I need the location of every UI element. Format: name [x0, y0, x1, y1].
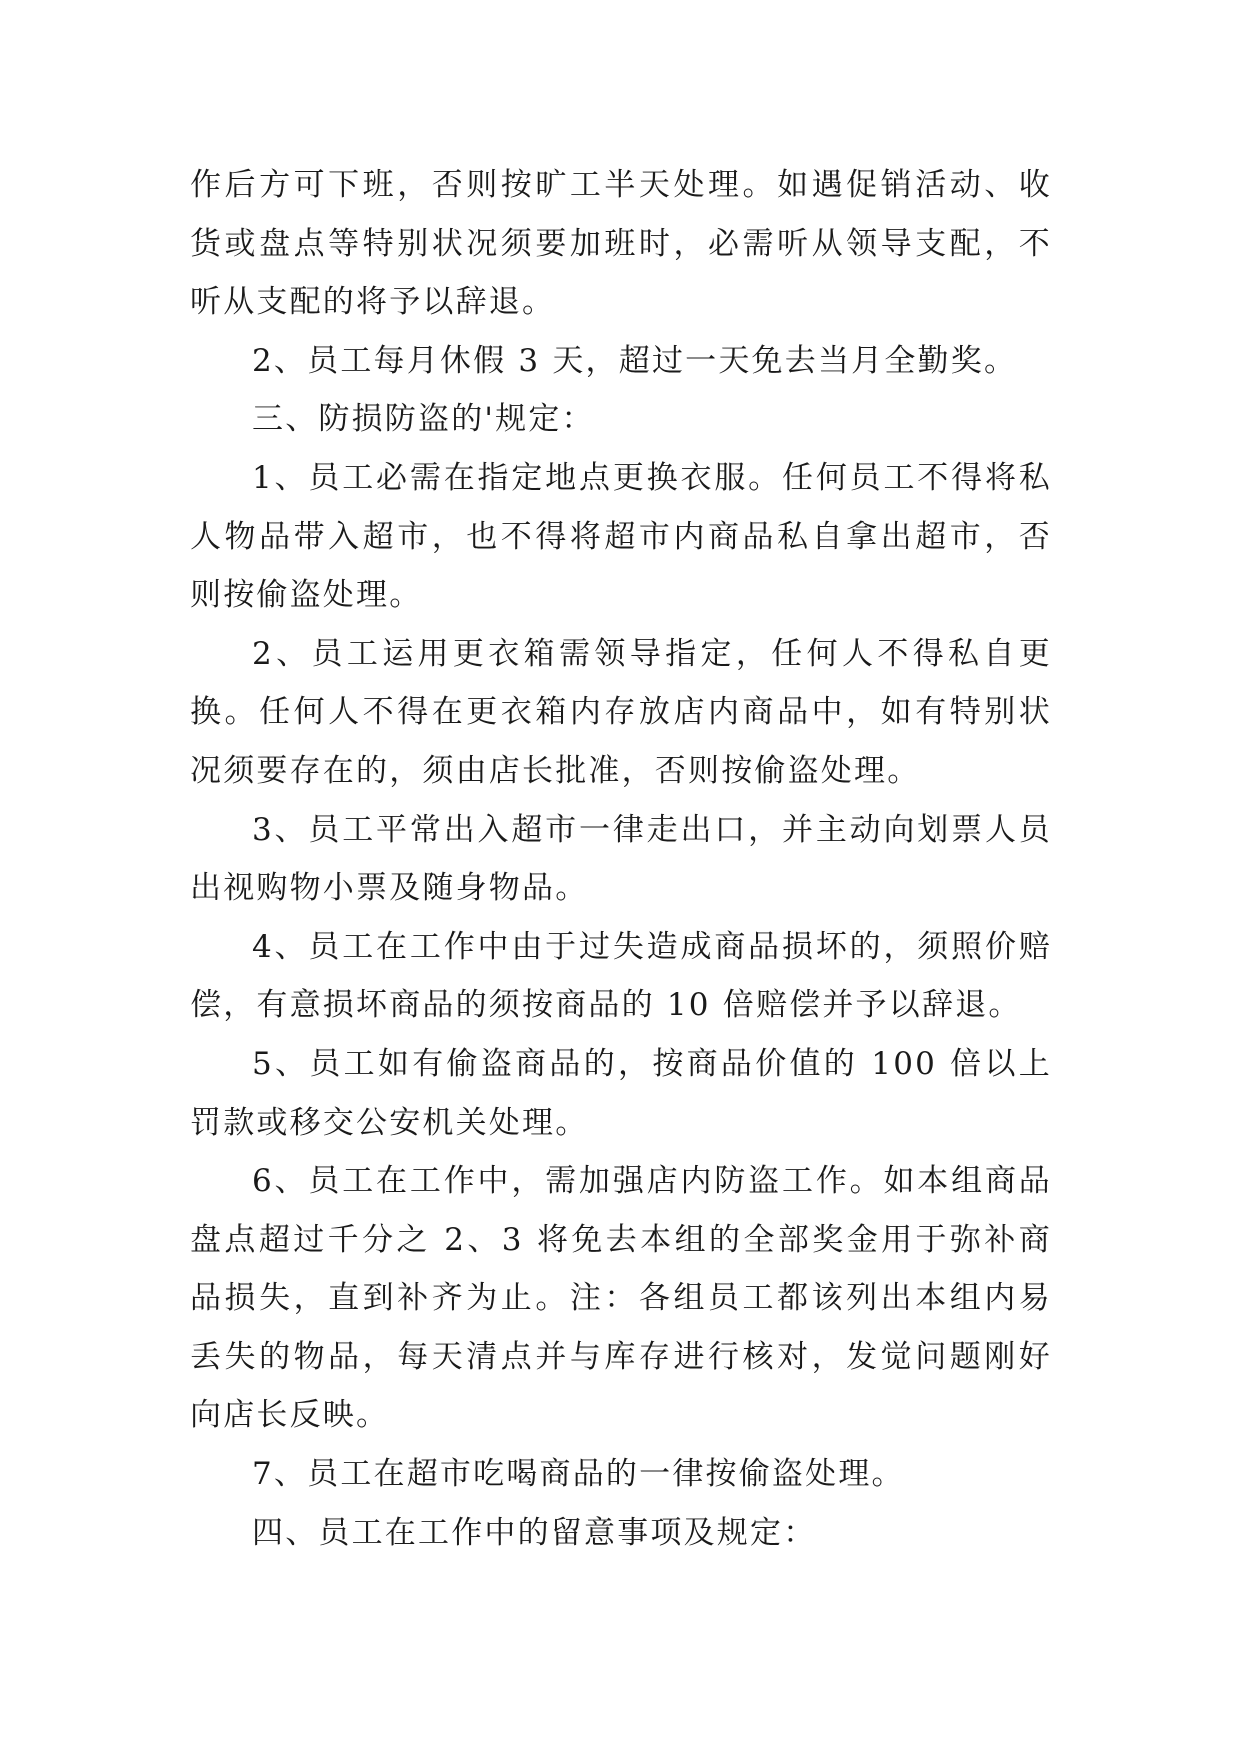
- paragraph-rule-5-theft: 5、员工如有偷盗商品的，按商品价值的 100 倍以上罚款或移交公安机关处理。: [190, 1045, 1052, 1141]
- paragraph-rule-3-exit: 3、员工平常出入超市一律走出口，并主动向划票人员出视购物小票及随身物品。: [190, 811, 1052, 907]
- paragraph-rule-2-locker: 2、员工运用更衣箱需领导指定，任何人不得私自更换。任何人不得在更衣箱内存放店内商品中，如有特别状况须要存在的，须由店长批准，否则按偷盗处理。: [190, 635, 1052, 789]
- paragraph-rule-2-leave: 2、员工每月休假 3 天，超过一天免去当月全勤奖。: [252, 342, 1018, 379]
- section-heading-3: 三、防损防盗的'规定：: [252, 401, 595, 438]
- paragraph-continuation: 作后方可下班，否则按旷工半天处理。如遇促销活动、收货或盘点等特别状况须要加班时，必需听从领导支配，不听从支配的将予以辞退。: [190, 167, 1052, 321]
- document-body: [190, 156, 1052, 1562]
- paragraph-rule-7-eating: 7、员工在超市吃喝商品的一律按偷盗处理。: [252, 1456, 905, 1493]
- paragraph-rule-1-clothing: 1、员工必需在指定地点更换衣服。任何员工不得将私人物品带入超市，也不得将超市内商品私自拿出超市，否则按偷盗处理。: [190, 459, 1052, 614]
- paragraph-rule-6-prevention: 6、员工在工作中，需加强店内防盗工作。如本组商品盘点超过千分之 2、3 将免去本组的全部奖金用于弥补商品损失，直到补齐为止。注：各组员工都该列出本组内易丢失的物品，每天清点并与库存进行核对，发觉问题刚好向店长反映。: [190, 1163, 1052, 1434]
- paragraph-rule-4-damage: 4、员工在工作中由于过失造成商品损坏的，须照价赔偿，有意损坏商品的须按商品的 10 倍赔偿并予以辞退。: [190, 928, 1052, 1024]
- section-heading-4: 四、员工在工作中的留意事项及规定：: [252, 1514, 817, 1551]
